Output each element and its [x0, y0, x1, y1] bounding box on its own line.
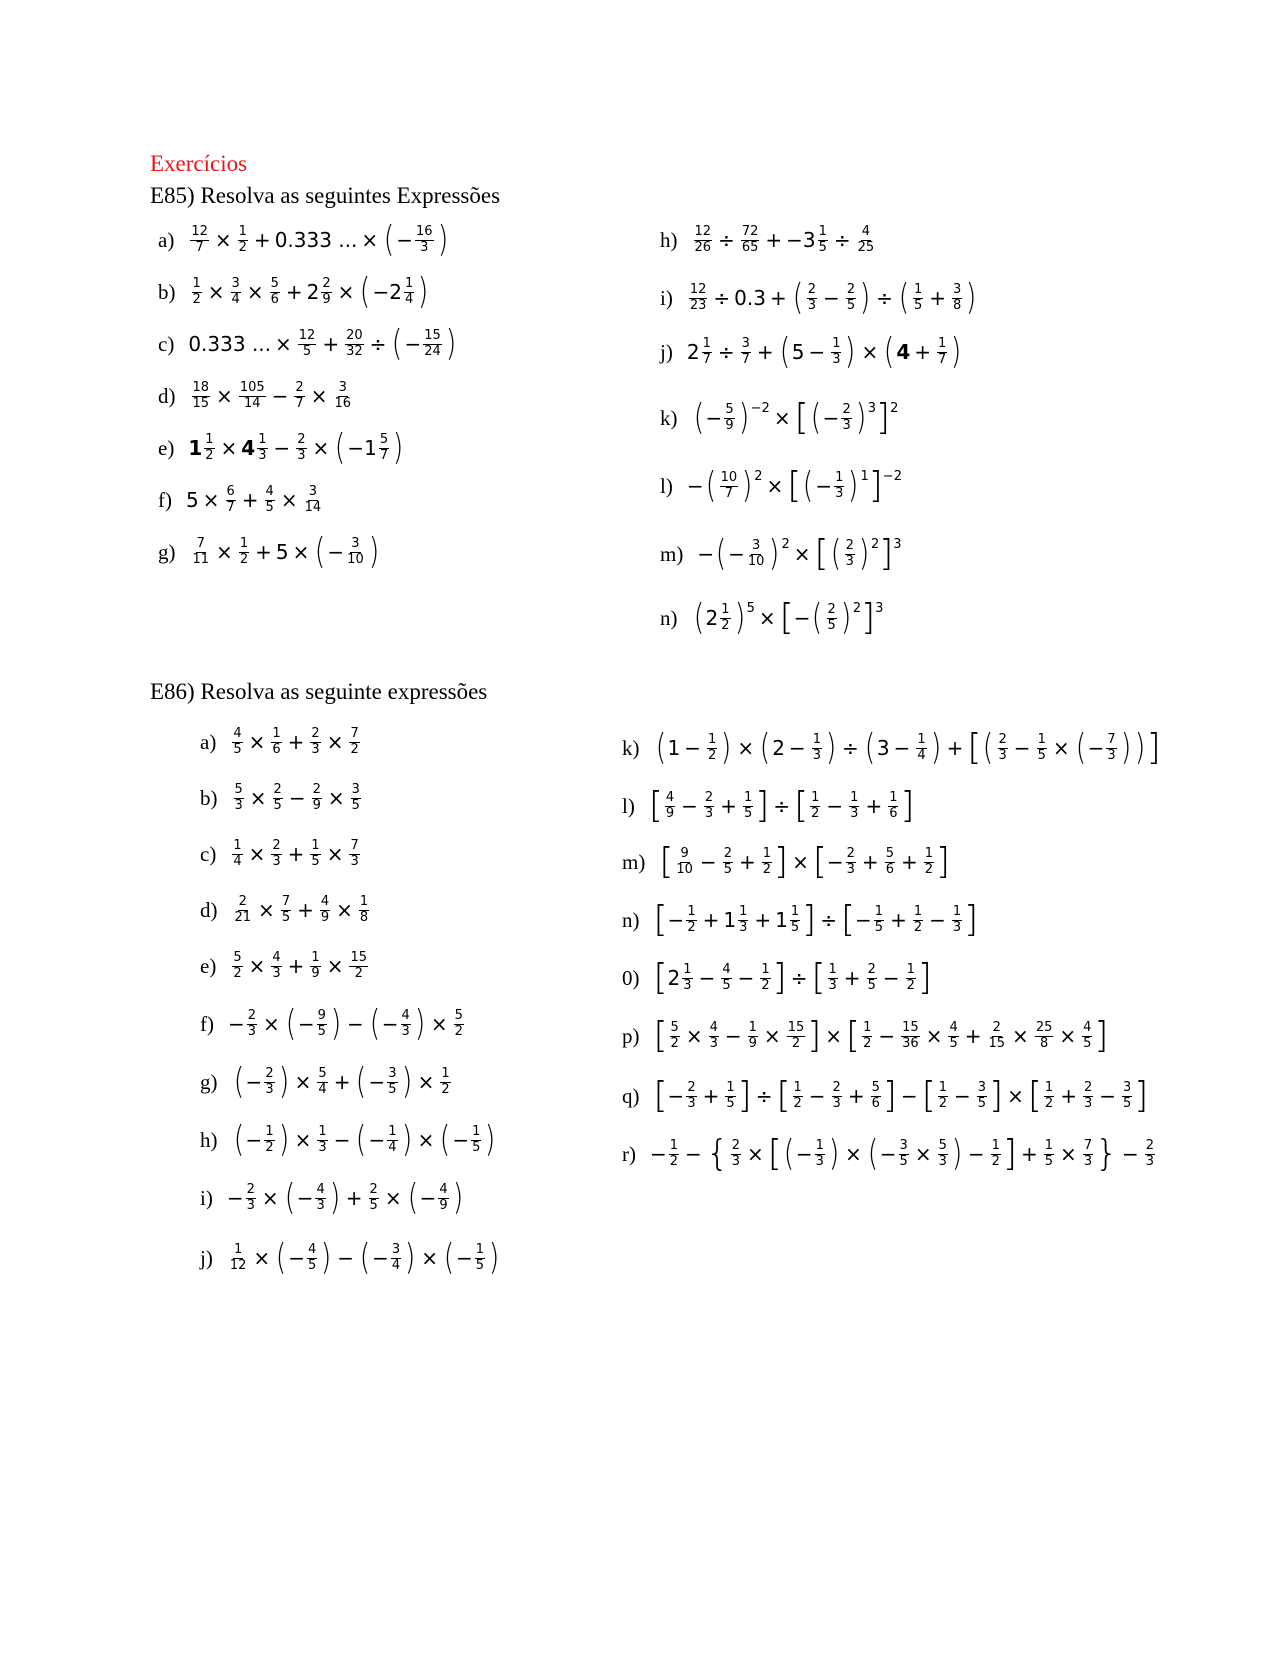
- expression: 5 × $\frac{6}{7}$ + $\frac{4}{5}$ × $\frac{3}{14}$: [186, 484, 322, 515]
- expression: $\frac{1}{12}$ × ( − 4 5 ) − ( − 3 4 ) × ( − 1 5 ): [229, 1237, 500, 1278]
- e86-item-d: d) $\frac{2}{21}$ × $\frac{7}{5}$ + $\frac{4}{9}$ × $\frac{1}{8}$: [200, 890, 371, 930]
- expression: 1 $\frac{1}{2}$ × 4 1 3 − $\frac{2}{3}$ × ( −1 5 7 ): [188, 427, 404, 468]
- e85-item-j: j) 2 $\frac{1}{7}$ ÷ $\frac{3}{7}$ + ( 5 − $\frac{1}{3}$ ) × ( 4 + $\frac{1}{7}$ ): [660, 331, 962, 372]
- expression: $\frac{18}{15}$ × $\frac{105}{14}$ − $\frac{2}{7}$ × $\frac{3}{16}$: [192, 380, 351, 411]
- expression: − $\frac{2}{3}$ × ( − 4 3 ) + $\frac{2}{5}$ × ( − 4 9 ): [226, 1177, 463, 1218]
- expression: ( 2 1 2 ) $^5$ × [ − ( 2 5 ) $^2$ ] $^3$: [693, 597, 884, 638]
- expression: [ 2 1 3 − $\frac{4}{5}$ − $\frac{1}{2}$ ] ÷ [ 1 3 + $\frac{2}{5}$ − $\frac{1}{2}$ ]: [653, 957, 932, 998]
- expression: $\frac{12}{23}$ ÷ 0.3 + ( 2 3 − $\frac{2}{5}$ ) ÷ ( 1 5 + $\frac{3}{8}$ ): [689, 277, 977, 318]
- e86-item-a: a) $\frac{4}{5}$ × $\frac{1}{6}$ + $\frac{2}{3}$ × $\frac{7}{2}$: [200, 722, 362, 762]
- e86-item-i: i) − $\frac{2}{3}$ × ( − 4 3 ) + $\frac{2}{5}$ × ( − 4 9 ): [200, 1177, 463, 1218]
- expression: [ − 1 2 + 1 $\frac{1}{3}$ + 1 $\frac{1}{5}$ ] ÷ [ − 1 5 + $\frac{1}{2}$ − $\frac{1}{3}$ ]: [653, 899, 979, 940]
- expression: [ 9 10 − $\frac{2}{5}$ + $\frac{1}{2}$ ] × [ − 2 3 + $\frac{5}{6}$ + $\frac{1}{2}$ ]: [659, 841, 951, 882]
- e85-item-m: m) − ( − 3 10 ) $^2$ × [ ( 2 3 ) $^2$ ] $^3$: [660, 533, 902, 574]
- e86-item-b: b) $\frac{5}{3}$ × $\frac{2}{5}$ − $\frac{2}{9}$ × $\frac{3}{5}$: [200, 778, 363, 818]
- expression: $\frac{1}{2}$ × $\frac{3}{4}$ × $\frac{5}{6}$ + 2 $\frac{2}{9}$ × ( −2 1 4 ): [192, 271, 429, 312]
- expression: − ( − 3 10 ) $^2$ × [ ( 2 3 ) $^2$ ] $^3$: [697, 533, 902, 574]
- expression: $\frac{12}{26}$ ÷ $\frac{72}{65}$ + −3 $\frac{1}{5}$ ÷ $\frac{4}{25}$: [694, 224, 875, 255]
- e86-item-j: j) $\frac{1}{12}$ × ( − 4 5 ) − ( − 3 4 ) × ( − 1 5 ): [200, 1237, 500, 1278]
- e86-heading: E86) Resolva as seguinte expressões: [150, 679, 488, 704]
- e85-item-i: i) $\frac{12}{23}$ ÷ 0.3 + ( 2 3 − $\frac{2}{5}$ ) ÷ ( 1 5 + $\frac{3}{8}$ ): [660, 277, 977, 318]
- expression: $\frac{12}{7}$ × $\frac{1}{2}$ + 0.333 ... × ( − 16 3 ): [191, 219, 448, 260]
- expression: $\frac{5}{3}$ × $\frac{2}{5}$ − $\frac{2}{9}$ × $\frac{3}{5}$: [234, 782, 360, 813]
- expression: $\frac{4}{5}$ × $\frac{1}{6}$ + $\frac{2}{3}$ × $\frac{7}{2}$: [233, 726, 359, 757]
- page-title: Exercícios: [150, 151, 248, 176]
- e86-item-f: f) − $\frac{2}{3}$ × ( − 9 5 ) − ( − 4 3 ) × $\frac{5}{2}$: [200, 1004, 466, 1044]
- e85-item-k: k) ( − 5 9 ) $^{-2}$ × [ ( − 2 3 ) $^3$ ] $^2$: [660, 397, 899, 438]
- e86-item-o: 0) [ 2 1 3 − $\frac{4}{5}$ − $\frac{1}{2}$ ] ÷ [ 1 3 + $\frac{2}{5}$ − $\frac{1}{2}$ ]: [622, 957, 932, 998]
- e86-item-e: e) $\frac{5}{2}$ × $\frac{4}{3}$ + $\frac{1}{9}$ × $\frac{15}{2}$: [200, 946, 370, 986]
- expression: ( − 2 3 ) × $\frac{5}{4}$ + ( − 3 5 ) × $\frac{1}{2}$: [233, 1061, 450, 1102]
- expression: [ $\frac{5}{2}$ × $\frac{4}{3}$ − $\frac{1}{9}$ × $\frac{15}{2}$ ] × [ 1 2 − $\frac{15}{36}$ × $\frac{4}{5}$ + $\frac{2}{15}$ × $\frac{25}{8}$ × $\frac{4}{5}$ ]: [653, 1015, 1109, 1056]
- e85-item-f: f) 5 × $\frac{6}{7}$ + $\frac{4}{5}$ × $\frac{3}{14}$: [158, 480, 324, 520]
- e86-item-p: p) [ $\frac{5}{2}$ × $\frac{4}{3}$ − $\frac{1}{9}$ × $\frac{15}{2}$ ] × [ 1 2 − $\frac{15}{36}$ × $\frac{4}{5}$ + $\frac{2}{15}$ × $\frac{25}{8}$ × $\frac{4}{5}$ ]: [622, 1015, 1109, 1056]
- expression: [ − 2 3 + $\frac{1}{5}$ ] ÷ [ 1 2 − $\frac{2}{3}$ + $\frac{5}{6}$ ] − [ 1 2 − $\frac{3}{5}$ ] × [ 1 2 + $\frac{2}{3}$ − $\frac{3}{5}$ ]: [653, 1075, 1149, 1116]
- e85-heading: E85) Resolva as seguintes Expressões: [150, 183, 501, 208]
- e86-item-r: r) − 1 2 − { $\frac{2}{3}$ × [ ( − 1 3 ) × ( − $\frac{3}{5}$ × $\frac{5}{3}$ ) − $\frac{1}{2}$ ] + $\frac{1}{5}$ × $\frac{7}{3}$ } − $\frac{2}{3}$: [622, 1134, 1157, 1174]
- expression: − $\frac{2}{3}$ × ( − 9 5 ) − ( − 4 3 ) × $\frac{5}{2}$: [228, 1003, 463, 1044]
- expression: 2 $\frac{1}{7}$ ÷ $\frac{3}{7}$ + ( 5 − $\frac{1}{3}$ ) × ( 4 + $\frac{1}{7}$ ): [686, 331, 962, 372]
- e85-item-n: n) ( 2 1 2 ) $^5$ × [ − ( 2 5 ) $^2$ ] $^3$: [660, 597, 884, 638]
- e85-item-l: l) − ( 10 7 ) $^2$ × [ ( − 1 3 ) $^1$ ] $^{-2}$: [660, 465, 902, 506]
- expression: − 1 2 − { $\frac{2}{3}$ × [ ( − 1 3 ) × ( − $\frac{3}{5}$ × $\frac{5}{3}$ ) − $\frac{1}{2}$ ] + $\frac{1}{5}$ × $\frac{7}{3}$ } − $\frac{2}{3}$: [650, 1133, 1155, 1174]
- expression: $\frac{7}{11}$ × $\frac{1}{2}$ + 5 × ( − 3 10 ): [192, 531, 380, 572]
- expression: ( − 5 9 ) $^{-2}$ × [ ( − 2 3 ) $^3$ ] $^2$: [693, 397, 899, 438]
- e85-item-a: a) $\frac{12}{7}$ × $\frac{1}{2}$ + 0.333 ... × ( − 16 3 ): [158, 219, 448, 260]
- e85-item-g: g) $\frac{7}{11}$ × $\frac{1}{2}$ + 5 × ( − 3 10 ): [158, 531, 380, 572]
- expression: ( 1 − $\frac{1}{2}$ ) × ( 2 − $\frac{1}{3}$ ) ÷ ( 3 − $\frac{1}{4}$ ) + [ ( 2 3 − $\frac{1}{5}$ × ( − 7 3 ) ) ]: [655, 727, 1161, 768]
- e85-item-c: c) 0.333 ... × $\frac{12}{5}$ + $\frac{20}{32}$ ÷ ( − 15 24 ): [158, 323, 457, 364]
- expression: ( − 1 2 ) × $\frac{1}{3}$ − ( − 1 4 ) × ( − 1 5 ): [233, 1119, 496, 1160]
- e85-item-e: e) 1 $\frac{1}{2}$ × 4 1 3 − $\frac{2}{3}$ × ( −1 5 7 ): [158, 427, 404, 468]
- expression: 0.333 ... × $\frac{12}{5}$ + $\frac{20}{32}$ ÷ ( − 15 24 ): [188, 323, 457, 364]
- expression: − ( 10 7 ) $^2$ × [ ( − 1 3 ) $^1$ ] $^{-2}$: [686, 465, 902, 506]
- expression: [ 4 9 − $\frac{2}{3}$ + $\frac{1}{5}$ ] ÷ [ 1 2 − $\frac{1}{3}$ + $\frac{1}{6}$ ]: [648, 785, 915, 826]
- e85-item-b: b) $\frac{1}{2}$ × $\frac{3}{4}$ × $\frac{5}{6}$ + 2 $\frac{2}{9}$ × ( −2 1 4 ): [158, 271, 429, 312]
- e86-item-c: c) $\frac{1}{4}$ × $\frac{2}{3}$ + $\frac{1}{5}$ × $\frac{7}{3}$: [200, 834, 362, 874]
- e86-item-k: k) ( 1 − $\frac{1}{2}$ ) × ( 2 − $\frac{1}{3}$ ) ÷ ( 3 − $\frac{1}{4}$ ) + [ ( 2 3 − $\frac{1}{5}$ × ( − 7 3 ) ) ]: [622, 727, 1161, 768]
- e86-item-q: q) [ − 2 3 + $\frac{1}{5}$ ] ÷ [ 1 2 − $\frac{2}{3}$ + $\frac{5}{6}$ ] − [ 1 2 − $\frac{3}{5}$ ] × [ 1 2 + $\frac{2}{3}$ − $\frac{3}{5}$ ]: [622, 1075, 1149, 1116]
- e86-item-g: g) ( − 2 3 ) × $\frac{5}{4}$ + ( − 3 5 ) × $\frac{1}{2}$: [200, 1062, 453, 1102]
- e86-item-l: l) [ 4 9 − $\frac{2}{3}$ + $\frac{1}{5}$ ] ÷ [ 1 2 − $\frac{1}{3}$ + $\frac{1}{6}$ ]: [622, 785, 915, 826]
- expression: $\frac{2}{21}$ × $\frac{7}{5}$ + $\frac{4}{9}$ × $\frac{1}{8}$: [234, 894, 369, 925]
- e85-item-d: d) $\frac{18}{15}$ × $\frac{105}{14}$ − $\frac{2}{7}$ × $\frac{3}{16}$: [158, 376, 354, 416]
- expression: $\frac{5}{2}$ × $\frac{4}{3}$ + $\frac{1}{9}$ × $\frac{15}{2}$: [233, 950, 368, 981]
- e86-item-h: h) ( − 1 2 ) × $\frac{1}{3}$ − ( − 1 4 ) × ( − 1 5 ): [200, 1119, 496, 1160]
- e85-item-h: h) $\frac{12}{26}$ ÷ $\frac{72}{65}$ + −3 $\frac{1}{5}$ ÷ $\frac{4}{25}$: [660, 220, 877, 260]
- e86-item-m: m) [ 9 10 − $\frac{2}{5}$ + $\frac{1}{2}$ ] × [ − 2 3 + $\frac{5}{6}$ + $\frac{1}{2}$ ]: [622, 841, 951, 882]
- expression: $\frac{1}{4}$ × $\frac{2}{3}$ + $\frac{1}{5}$ × $\frac{7}{3}$: [233, 838, 359, 869]
- e86-item-n: n) [ − 1 2 + 1 $\frac{1}{3}$ + 1 $\frac{1}{5}$ ] ÷ [ − 1 5 + $\frac{1}{2}$ − $\frac{1}{3}$ ]: [622, 899, 979, 940]
